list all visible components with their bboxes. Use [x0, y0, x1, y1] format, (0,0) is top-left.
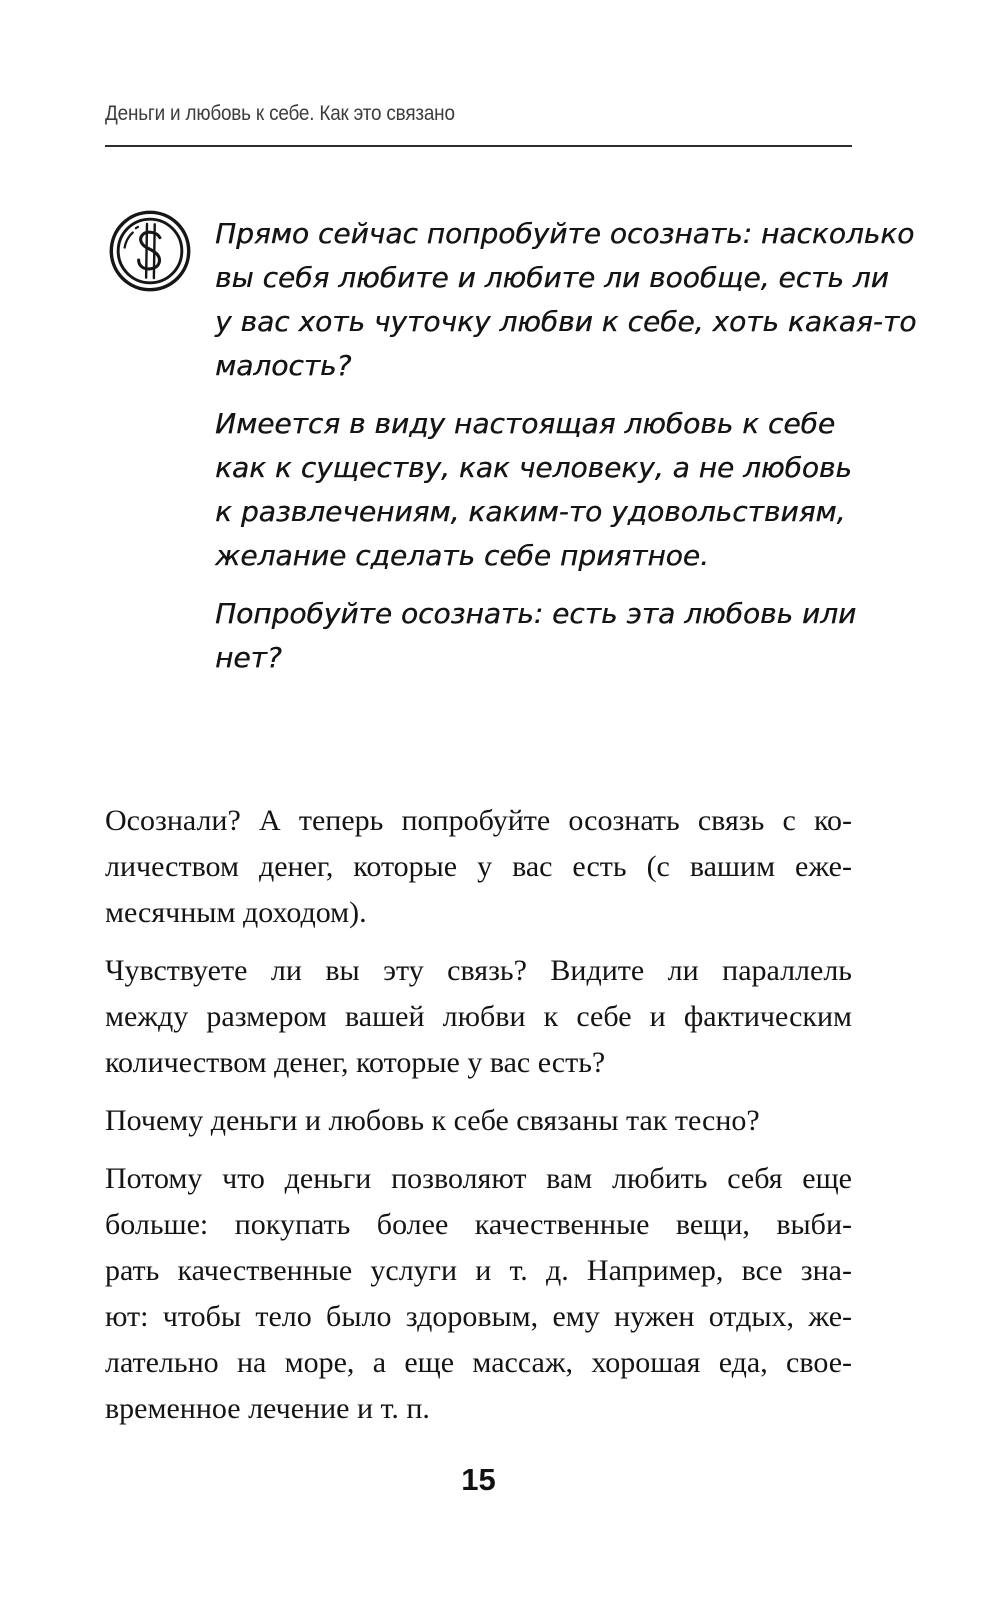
text-line: больше: покупать более качественные вещи, выби- [105, 1208, 852, 1241]
text-line: Попробуйте осознать: есть эта любовь или [215, 597, 857, 630]
body-text [105, 798, 852, 1444]
text-line: Прямо сейчас попробуйте осознать: насколько [215, 217, 915, 250]
text-line: количеством денег, которые у вас есть? [105, 1046, 606, 1079]
text-line: малость? [215, 349, 352, 382]
text-line: между размером вашей любви к себе и фактическим [105, 1000, 852, 1033]
quote-paragraph [215, 402, 860, 578]
body-paragraph [105, 798, 852, 936]
text-line: Почему деньги и любовь к себе связаны так тесно? [105, 1104, 760, 1137]
body-paragraph [105, 1156, 852, 1432]
text-line: у вас хоть чуточку любви к себе, хоть какая-то [215, 305, 917, 338]
text-line: вы себя любите и любите ли вообще, есть ли [215, 261, 889, 294]
quote-paragraph [215, 592, 860, 680]
text-line: как к существу, как человеку, а не любовь [215, 451, 852, 484]
text-line: временное лечение и т. п. [105, 1392, 430, 1425]
text-line: личеством денег, которые у вас есть (с вашим еже- [105, 850, 852, 883]
header-rule [105, 145, 852, 147]
dollar-coin-icon [107, 208, 193, 294]
page-number: 15 [461, 1462, 496, 1497]
text-line: рать качественные услуги и т. д. Например, все зна- [105, 1254, 852, 1287]
body-paragraph [105, 948, 852, 1086]
text-line: Осознали? А теперь попробуйте осознать связь с ко- [105, 804, 852, 837]
quote-block [215, 212, 917, 694]
text-line: нет? [215, 641, 282, 674]
text-line: Чувствуете ли вы эту связь? Видите ли параллель [105, 954, 852, 987]
text-line: к развлечениям, каким-то удовольствиям, [215, 495, 846, 528]
text-line: лательно на море, а еще массаж, хорошая еда, свое- [105, 1346, 852, 1379]
body-paragraph [105, 1098, 852, 1144]
text-line: ют: чтобы тело было здоровым, ему нужен отдых, же- [105, 1300, 852, 1333]
text-line: месячным доходом). [105, 896, 367, 929]
text-line: желание сделать себе приятное. [215, 539, 709, 572]
quote-paragraph [215, 212, 917, 388]
text-line: Имеется в виду настоящая любовь к себе [215, 407, 836, 440]
running-header: Деньги и любовь к себе. Как это связано [105, 102, 455, 125]
text-line: Потому что деньги позволяют вам любить себя еще [105, 1162, 852, 1195]
